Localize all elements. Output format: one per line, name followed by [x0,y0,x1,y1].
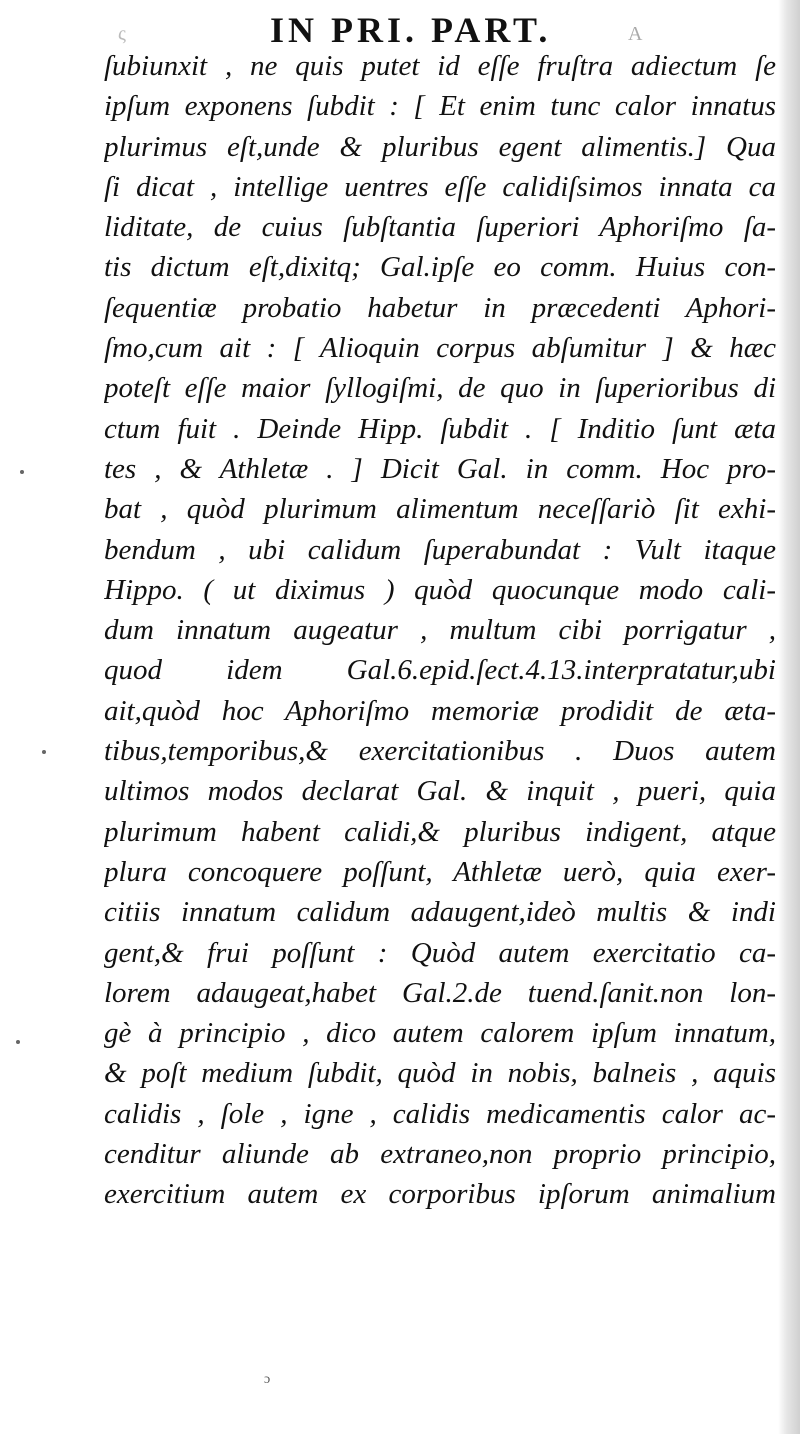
text-line: ait,quòd hoc Aphoriſmo memoriæ prodidit de æta- [104,694,776,727]
text-line: cenditur aliunde ab extraneo,non proprio principio, [104,1138,776,1171]
text-line: plurimum habent calidi,& pluribus indigent, atque [104,815,776,848]
text-line: poteſt eſſe maior ſyllogiſmi, de quo in ſuperioribus di [104,372,776,405]
running-head-mark-left: ς [118,23,126,45]
text-line: liditate, de cuius ſubſtantia ſuperiori Aphoriſmo ſa- [104,211,776,244]
text-line: ſubiunxit , ne quis putet id eſſe fruſtra adiectum ſe [104,50,776,82]
text-line: ſequentiæ probatio habetur in præcedenti Aphori- [104,291,776,324]
text-line: ctum fuit . Deinde Hipp. ſubdit . [ Inditio ſunt æta [104,412,776,445]
text-line: ultimos modos declarat Gal. & inquit , pueri, quia [104,775,776,808]
text-line: plura concoquere poſſunt, Athletæ uerò, quia exer- [104,855,776,888]
text-line: calidis , ſole , igne , calidis medicamentis calor ac- [104,1097,776,1130]
running-head-mark-right: A [628,23,643,45]
text-line: tes , & Athletæ . ] Dicit Gal. in comm. Hoc pro- [104,452,776,485]
text-line: gè à principio , dico autem calorem ipſum innatum, [104,1017,776,1050]
running-head: IN PRI. PART. [270,10,552,50]
text-line: dum innatum augeatur , multum cibi porrigatur , [104,614,776,647]
text-line: quod idem Gal.6.epid.ſect.4.13.interpratatur,ubi [104,654,776,687]
text-line: ſmo,cum ait : [ Alioquin corpus abſumitur ] & hæc [104,332,776,365]
text-line: Hippo. ( ut diximus ) quòd quocunque modo cali- [104,573,776,606]
text-line: tis dictum eſt,dixitq; Gal.ipſe eo comm. Huius con- [104,251,776,284]
margin-speck [20,470,24,474]
text-line: citiis innatum calidum adaugent,ideò multis & indi [104,896,776,929]
text-line: & poſt medium ſubdit, quòd in nobis, balneis , aquis [104,1057,776,1090]
text-line: ſi dicat , intellige uentres eſſe calidiſsimos innata ca [104,170,776,203]
text-line: bat , quòd plurimum alimentum neceſſariò ſit exhi- [104,493,776,526]
text-line: lorem adaugeat,habet Gal.2.de tuend.ſanit.non lon- [104,976,776,1009]
text-line: bendum , ubi calidum ſuperabundat : Vult itaque [104,533,776,566]
footer-mark: ɔ [264,1372,271,1387]
text-line: tibus,temporibus,& exercitationibus . Duos autem [104,735,776,768]
body-text [104,46,776,1215]
margin-speck [16,1040,20,1044]
text-line: ipſum exponens ſubdit : [ Et enim tunc calor innatus [104,90,776,123]
text-line: plurimus eſt,unde & pluribus egent alimentis.] Qua [104,130,776,163]
text-line: gent,& frui poſſunt : Quòd autem exercitatio ca- [104,936,776,969]
scan-page-edge [778,0,800,1434]
margin-speck [42,750,46,754]
text-line: exercitium autem ex corporibus ipſorum animalium [104,1178,776,1211]
